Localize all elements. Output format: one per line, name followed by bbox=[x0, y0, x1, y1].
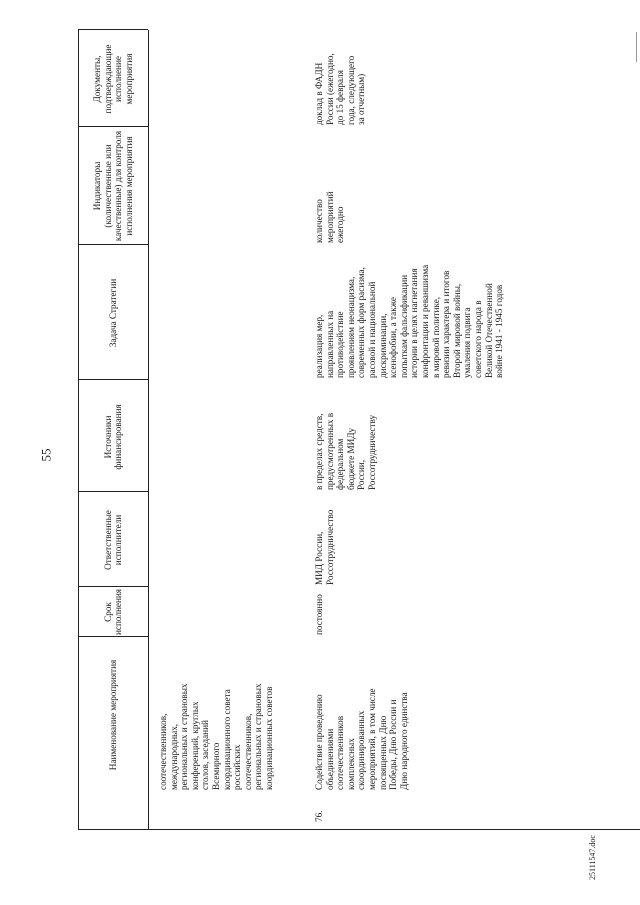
header-task: Задача Стратегии bbox=[107, 278, 118, 348]
measure-executors: МИД России, Россотрудничество bbox=[314, 509, 335, 585]
header-indicators: Индикаторы (количественные или качественные) для контроля исполнения мероприятия bbox=[92, 130, 134, 242]
measures-table bbox=[78, 30, 640, 830]
header-bottom-border bbox=[148, 30, 149, 830]
column-divider bbox=[78, 491, 148, 492]
column-divider bbox=[78, 636, 148, 637]
column-divider bbox=[78, 244, 148, 245]
column-divider bbox=[78, 379, 148, 380]
header-name: Наименование мероприятия bbox=[107, 659, 118, 771]
header-financing: Источники финансирования bbox=[102, 404, 123, 470]
column-divider bbox=[78, 586, 148, 587]
header-documents: Документы, подтверждающие исполнение мероприятия bbox=[92, 44, 134, 114]
header-deadline: Срок исполнения bbox=[102, 588, 123, 636]
table-right-border bbox=[78, 29, 148, 30]
page-number: 55 bbox=[38, 448, 54, 462]
row-number: 76. bbox=[314, 810, 324, 822]
measure-name: Содействие проведению объединениями соотечественников комплексных скоординированных мероприятий, в том числе посвященных Дню Победы, Дню России и Дню народного единства bbox=[314, 688, 409, 790]
measure-deadline: постоянно bbox=[314, 594, 324, 635]
header-executors: Ответственные исполнители bbox=[102, 510, 123, 570]
table-left-border bbox=[78, 829, 640, 830]
measure-documents: доклад в ФАДН России (ежегодно, до 15 февраля года, следующего за отчетным) bbox=[314, 53, 367, 125]
measure-indicators: количество мероприятий ежегодно bbox=[314, 191, 346, 243]
strategy-task: реализация мер, направленных на противодействие проявлениям неонацизма, современных форм расизма, расовой и национальной дискриминации, ксенофобии, а также попыткам фальсификации истории в целях нагнетания конфронтации и реваншизма в мировой политике, ревизии характера и итогов Второй мировой войны, умаления подвига советского народа в Великой Отечественной войне 1941 - 1945 годов bbox=[314, 264, 505, 378]
document-code: 25111547.doc bbox=[588, 835, 597, 880]
column-divider bbox=[78, 126, 148, 127]
measure-financing: в пределах средств, предусмотренных в федеральном бюджете МИДу России, Россотрудничеству bbox=[314, 412, 377, 490]
continuation-text: соотечественников, международных, региональных и страновых конференций, круглых столов, заседаний Всемирного координационного совета российских соотечественников, региональных и страновых координационных советов bbox=[158, 683, 274, 790]
